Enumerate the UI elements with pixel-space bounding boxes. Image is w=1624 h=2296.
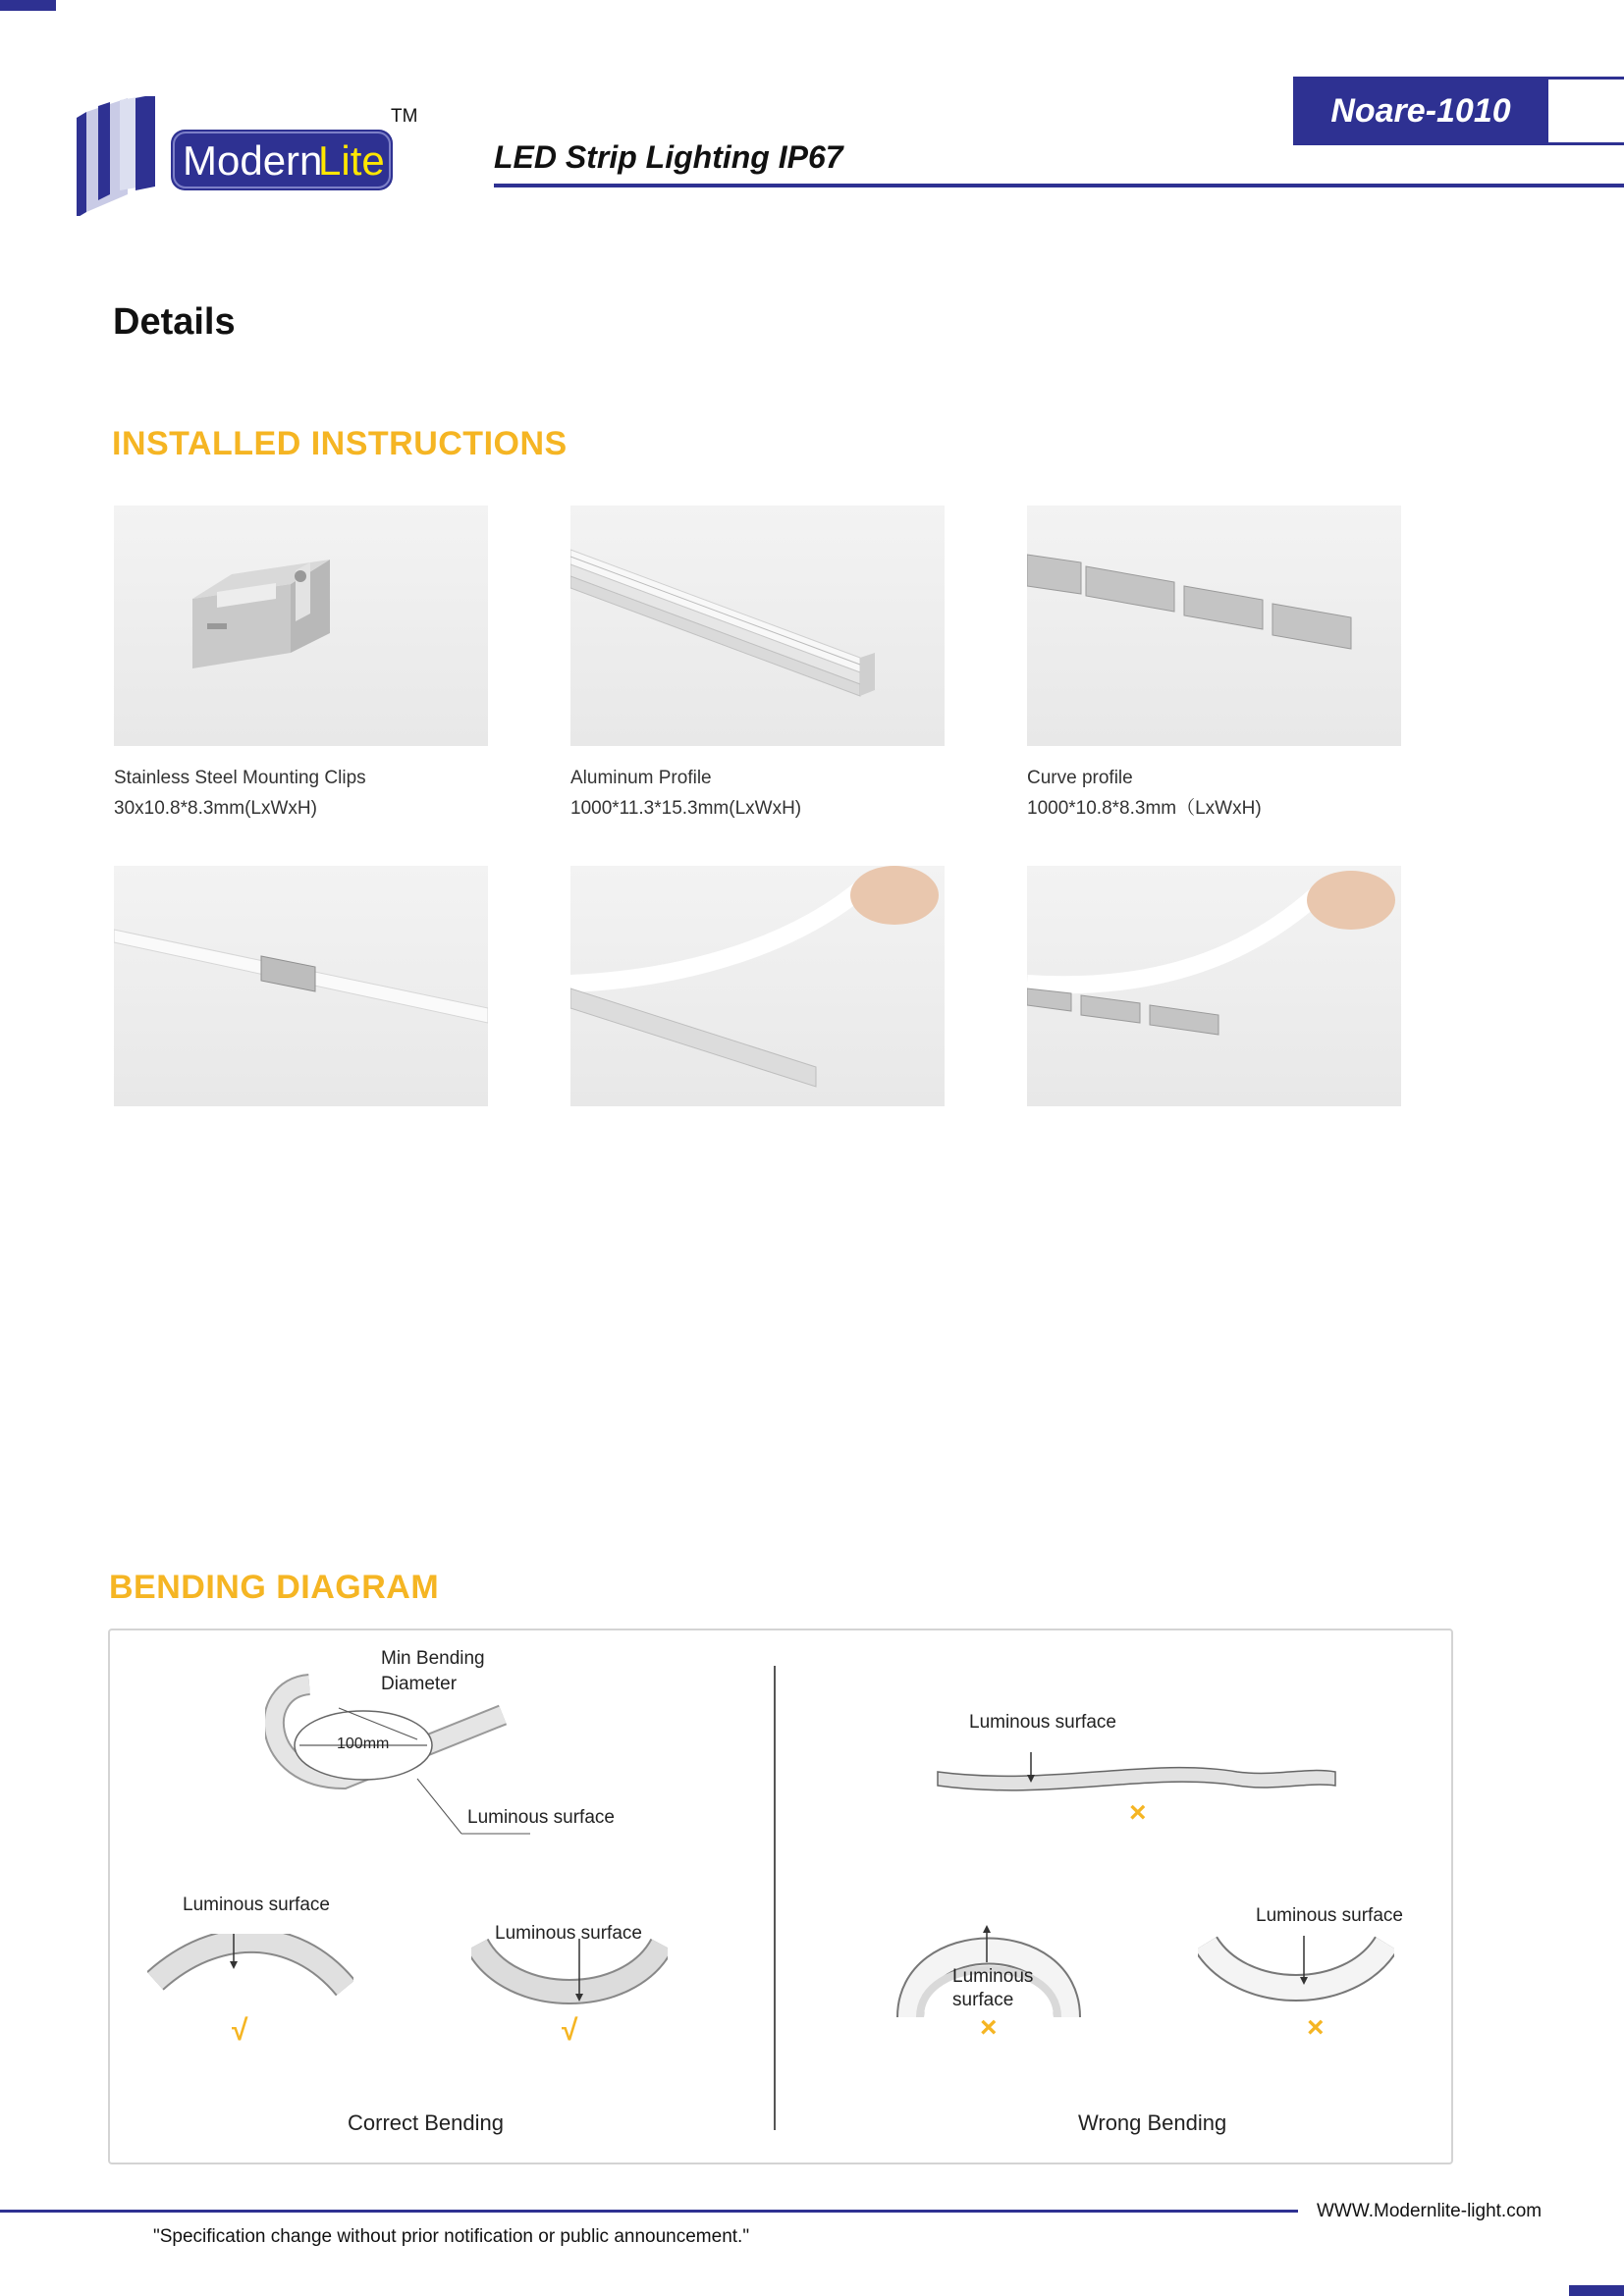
footer-disclaimer: "Specification change without prior notification or public announcement." (153, 2226, 750, 2247)
mounting-clip-caption (114, 763, 366, 824)
wrong-bending-label: Wrong Bending (1078, 2110, 1227, 2135)
strip-with-clip-photo (114, 866, 488, 1106)
min-bending-label-line1: Min Bending (381, 1648, 485, 1669)
luminous-surface-label-4: Luminous surface (969, 1712, 1116, 1733)
wrong-cross-mark-3: × (1307, 2011, 1325, 2044)
curve-profile-name: Curve profile (1027, 768, 1133, 788)
aluminum-profile-photo (570, 506, 945, 746)
curve-profile-size: 1000*10.8*8.3mm（LxWxH) (1027, 798, 1262, 819)
brand-logo-prefix: Modern (183, 137, 323, 184)
mounting-clip-size: 30x10.8*8.3mm(LxWxH) (114, 798, 317, 819)
strip-into-profile-photo (570, 866, 945, 1106)
curve-profile-caption (1027, 763, 1262, 824)
aluminum-profile-size: 1000*11.3*15.3mm(LxWxH) (570, 798, 802, 819)
brand-logo (77, 96, 420, 216)
page-title: Details (113, 301, 236, 343)
product-subtitle: LED Strip Lighting IP67 (494, 139, 843, 175)
diameter-value: 100mm (337, 1735, 390, 1752)
luminous-surface-label-1: Luminous surface (467, 1807, 615, 1828)
wrong-cross-mark-1: × (1129, 1796, 1147, 1829)
correct-check-mark-1: √ (232, 2014, 248, 2047)
mounting-clip-photo (114, 506, 488, 746)
bending-panel-divider (774, 1666, 776, 2130)
luminous-label-line1: Luminous (952, 1966, 1034, 1987)
footer-website: WWW.Modernlite-light.com (1317, 2201, 1543, 2221)
luminous-surface-label-3: Luminous surface (495, 1923, 642, 1944)
luminous-surface-label-5: Luminous surface (1256, 1905, 1403, 1926)
model-badge: Noare-1010 (1293, 77, 1548, 145)
header-rule (494, 184, 1624, 187)
model-badge-rule-bottom (1548, 142, 1624, 145)
model-badge-rule-top (1548, 77, 1624, 80)
corner-accent-bottom (1569, 2285, 1624, 2296)
wrong-bend-right-diagram (1198, 1934, 1394, 2012)
footer-rule (0, 2210, 1298, 2213)
bending-diagram-heading: BENDING DIAGRAM (109, 1569, 440, 1606)
luminous-label-line2: surface (952, 1990, 1014, 2010)
aluminum-profile-name: Aluminum Profile (570, 768, 712, 788)
wrong-cross-mark-2: × (980, 2011, 998, 2044)
brand-logo-suffix: Lite (318, 137, 385, 184)
corner-accent-top (0, 0, 56, 11)
correct-bending-label: Correct Bending (348, 2110, 504, 2135)
luminous-surface-label-2: Luminous surface (183, 1895, 330, 1915)
correct-bend-left-diagram (147, 1934, 353, 2042)
installed-instructions-heading: INSTALLED INSTRUCTIONS (112, 425, 568, 462)
aluminum-profile-caption (570, 763, 801, 824)
curve-profile-photo (1027, 506, 1401, 746)
correct-check-mark-2: √ (562, 2014, 578, 2047)
mounting-clip-name: Stainless Steel Mounting Clips (114, 768, 366, 788)
min-bending-label-line2: Diameter (381, 1674, 458, 1694)
trademark-symbol: TM (391, 106, 418, 127)
strip-into-curve-photo (1027, 866, 1401, 1106)
